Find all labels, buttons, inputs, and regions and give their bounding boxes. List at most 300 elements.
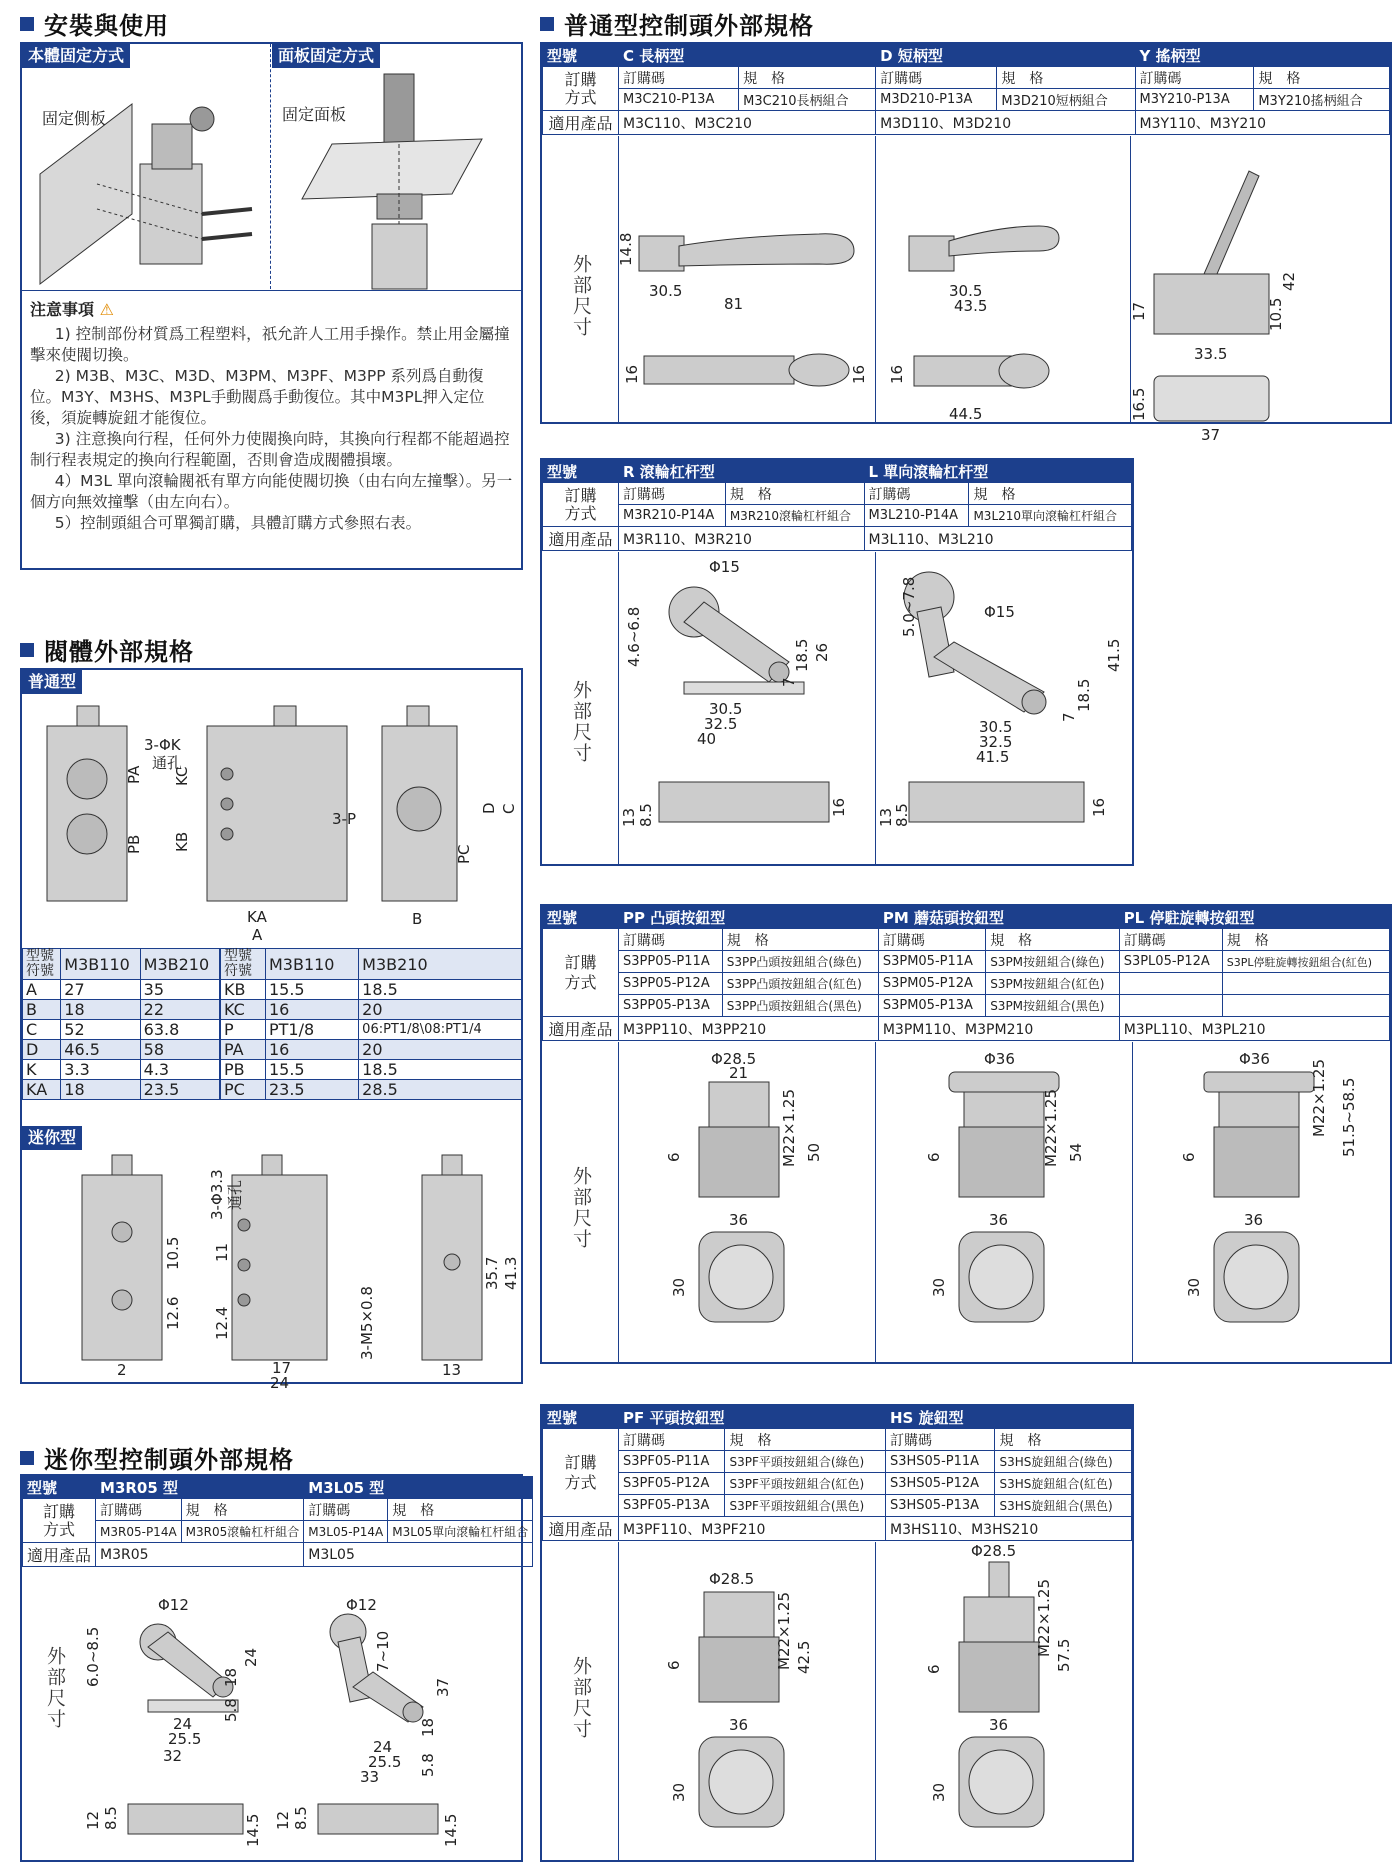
th-spec: 規 格 xyxy=(995,1429,1132,1451)
l-dim: 8.5 xyxy=(292,1806,310,1830)
order-method: 訂購 方式 xyxy=(543,1429,619,1517)
r-dim: 26 xyxy=(813,642,831,662)
roller-outer-label: 外部尺寸 xyxy=(570,680,592,764)
th-code: 訂購碼 xyxy=(885,1429,994,1451)
r-dim: 5.8 xyxy=(222,1698,240,1722)
normal-head-box xyxy=(540,42,1392,444)
th-r-name: M3R05 型 xyxy=(96,1477,304,1499)
th-spec: 規 格 xyxy=(722,929,878,951)
order-method: 訂購 方式 xyxy=(543,67,619,111)
d-dim: 30.5 xyxy=(949,282,983,300)
th-code: 訂購碼 xyxy=(1119,929,1222,951)
pp-dim: M22×1.25 xyxy=(780,1089,798,1167)
label-pa: PA xyxy=(125,765,143,784)
notes-title: 注意事項 ⚠ xyxy=(30,300,114,319)
r-dim: 8.5 xyxy=(637,803,655,827)
pl-dim: Φ36 xyxy=(1239,1050,1270,1068)
pm-dim: 54 xyxy=(1067,1142,1085,1162)
pm-code: S3PM05-P13A xyxy=(878,995,985,1017)
push-head-box xyxy=(540,904,1392,1364)
pm-dim: 36 xyxy=(989,1211,1009,1229)
cell: 27 xyxy=(61,980,140,1000)
note-5: 5）控制頭組合可單獨訂購，具體訂購方式參照右表。 xyxy=(54,514,422,532)
pm-dim: Φ36 xyxy=(984,1050,1015,1068)
mini-type-tag: 迷你型 xyxy=(22,1126,82,1150)
mini-d11: 11 xyxy=(213,1242,231,1262)
label-hole: 3-ΦK xyxy=(144,736,181,754)
l-dim: 18 xyxy=(419,1717,437,1737)
th-code: 訂購碼 xyxy=(864,483,969,505)
y-dim: 16.5 xyxy=(1130,387,1148,421)
cell: 18 xyxy=(61,1080,140,1100)
y-dim: 17 xyxy=(1130,301,1148,321)
warning-icon: ⚠ xyxy=(99,300,114,319)
hs-dim: Φ28.5 xyxy=(971,1542,1017,1560)
hs-prod: M3HS110、M3HS210 xyxy=(885,1517,1131,1541)
cell: PA xyxy=(221,1040,266,1060)
c-spec: M3C210長柄組合 xyxy=(739,89,876,111)
pm-spec: S3PM按鈕組合(黑色) xyxy=(986,995,1120,1017)
th-product: 適用產品 xyxy=(543,1017,619,1041)
normal-outer-label: 外部尺寸 xyxy=(570,254,592,338)
cell: KB xyxy=(221,980,266,1000)
pp-spec: S3PP凸頭按鈕組合(紅色) xyxy=(722,973,878,995)
l-dim: 41.5 xyxy=(1105,638,1123,672)
l-dim: 7~10 xyxy=(374,1630,392,1672)
pp-dim: 50 xyxy=(805,1142,823,1162)
th-code: 訂購碼 xyxy=(304,1499,388,1521)
d-code: M3D210-P13A xyxy=(876,89,997,111)
cell: 20 xyxy=(359,1000,522,1020)
panel-mount-tag: 面板固定方式 xyxy=(272,44,380,68)
th-pp-name: PP 凸頭按鈕型 xyxy=(619,907,879,929)
pp-spec: S3PP凸頭按鈕組合(黑色) xyxy=(722,995,878,1017)
mini-head-box xyxy=(20,1474,529,1862)
l-dim: 5.0~7.8 xyxy=(900,576,918,637)
c-code: M3C210-P13A xyxy=(619,89,739,111)
r-dim: 16 xyxy=(830,797,848,817)
pl-code: S3PL05-P12A xyxy=(1119,951,1222,973)
label-kc: KC xyxy=(173,766,191,786)
fixed-panel-label: 固定面板 xyxy=(282,105,347,124)
cell: 18 xyxy=(61,1000,140,1020)
pm-prod: M3PM110、M3PM210 xyxy=(878,1017,1119,1041)
pl-dim: 30 xyxy=(1185,1277,1203,1297)
normal-body-drawing xyxy=(22,694,522,954)
pp-code: S3PP05-P13A xyxy=(619,995,723,1017)
valve-body-title: 閥體外部規格 xyxy=(20,632,194,667)
th-model-code-2: 型號 符號 xyxy=(221,949,266,980)
hs-code: S3HS05-P12A xyxy=(885,1473,994,1495)
c-prod: M3C110、M3C210 xyxy=(619,111,876,135)
l-dim: 24 xyxy=(373,1738,393,1756)
mini-d17: 17 xyxy=(272,1359,292,1377)
th-model-code: 型號 符號 xyxy=(23,949,61,980)
hs-dim: 57.5 xyxy=(1055,1638,1073,1672)
th-l-name: L 單向滾輪杠杆型 xyxy=(864,461,1131,483)
label-pb: PB xyxy=(125,834,143,854)
th-product: 適用產品 xyxy=(23,1543,96,1567)
th-product: 適用產品 xyxy=(543,527,619,551)
order-method: 訂購 方式 xyxy=(543,483,619,527)
c-dim: 30.5 xyxy=(649,282,683,300)
cell: 63.8 xyxy=(140,1020,219,1040)
pm-code: S3PM05-P11A xyxy=(878,951,985,973)
l-code: M3L210-P14A xyxy=(864,505,969,527)
mini-m5: 3-M5×0.8 xyxy=(358,1286,376,1360)
th-model: 型號 xyxy=(23,1477,96,1499)
pf-spec: S3PF平頭按鈕組合(紅色) xyxy=(725,1473,886,1495)
r-dim: 14.5 xyxy=(244,1813,262,1847)
label-d: D xyxy=(480,802,498,814)
th-spec: 規 格 xyxy=(388,1499,533,1521)
l-dim: 37 xyxy=(434,1677,452,1697)
th-model: 型號 xyxy=(543,1407,619,1429)
y-dim: 10.5 xyxy=(1267,297,1285,331)
d-dim: 44.5 xyxy=(949,405,983,423)
note-3: 3) 注意換向行程，任何外力使閥換向時，其換向行程都不能超過控制行程表規定的換向行程範圍，否則會造成閥體損壞。 xyxy=(30,430,510,469)
mini-head-drawings xyxy=(84,1572,518,1862)
body-mount-tag: 本體固定方式 xyxy=(22,44,130,68)
th-product: 適用產品 xyxy=(543,1517,619,1541)
cell: KA xyxy=(23,1080,61,1100)
install-title: 安裝與使用 xyxy=(20,6,169,41)
r-dim: 24 xyxy=(242,1647,260,1667)
hs-code: S3HS05-P11A xyxy=(885,1451,994,1473)
hs-spec: S3HS旋鈕組合(黑色) xyxy=(995,1495,1132,1517)
r-dim: 13 xyxy=(620,807,638,827)
th-code: 訂購碼 xyxy=(619,1429,725,1451)
label-b: B xyxy=(412,910,423,928)
cell: KC xyxy=(221,1000,266,1020)
r-dim: 24 xyxy=(173,1715,193,1733)
th-model: 型號 xyxy=(543,907,619,929)
cell: A xyxy=(23,980,61,1000)
th-d-name: D 短柄型 xyxy=(876,45,1135,67)
cell: 58 xyxy=(140,1040,219,1060)
hs-dim: 36 xyxy=(989,1716,1009,1734)
flat-head-drawings xyxy=(619,1542,1134,1862)
pp-prod: M3PP110、M3PP210 xyxy=(619,1017,879,1041)
hs-spec: S3HS旋鈕組合(綠色) xyxy=(995,1451,1132,1473)
c-dim: 14.8 xyxy=(617,232,635,266)
pl-dim: M22×1.25 xyxy=(1310,1059,1328,1137)
l-dim-phi: Φ12 xyxy=(346,1596,377,1614)
cell: 18.5 xyxy=(359,980,522,1000)
l-dim: 30.5 xyxy=(979,718,1013,736)
l-dim: 16 xyxy=(1090,797,1108,817)
th-m3b210-2: M3B210 xyxy=(359,949,522,980)
cell: B xyxy=(23,1000,61,1020)
r-dim: 32.5 xyxy=(704,715,738,733)
r-dim-phi: Φ15 xyxy=(709,558,740,576)
pm-dim: 6 xyxy=(925,1152,943,1162)
d-prod: M3D110、M3D210 xyxy=(876,111,1135,135)
cell: PT1/8 xyxy=(265,1020,358,1040)
pm-spec: S3PM按鈕組合(綠色) xyxy=(986,951,1120,973)
cell: C xyxy=(23,1020,61,1040)
note-2: 2) M3B、M3C、M3D、M3PM、M3PF、M3PP 系列爲自動復位。M3Y、M3HS、M3PL手動閥爲手動復位。其中M3PL押入定位後，須旋轉旋鈕才能復位。 xyxy=(30,367,485,427)
pf-dim: Φ28.5 xyxy=(709,1570,755,1588)
roller-head-drawings xyxy=(619,552,1134,866)
l-dim-phi: Φ15 xyxy=(984,603,1015,621)
mini-d124: 12.4 xyxy=(213,1306,231,1340)
th-model: 型號 xyxy=(543,45,619,67)
pf-spec: S3PF平頭按鈕組合(綠色) xyxy=(725,1451,886,1473)
cell: 23.5 xyxy=(265,1080,358,1100)
l-dim: 32.5 xyxy=(979,733,1013,751)
pl-spec: S3PL停駐旋轉按鈕組合(紅色) xyxy=(1222,951,1389,973)
mini-d12: 12.6 xyxy=(164,1296,182,1330)
cell: 4.3 xyxy=(140,1060,219,1080)
normal-head-drawings xyxy=(617,136,1389,444)
th-pm-name: PM 蘑菇頭按鈕型 xyxy=(878,907,1119,929)
pm-spec: S3PM按鈕組合(紅色) xyxy=(986,973,1120,995)
pl-dim: 6 xyxy=(1180,1152,1198,1162)
r-dim: 30.5 xyxy=(709,700,743,718)
pl-dim: 36 xyxy=(1244,1211,1264,1229)
th-spec: 規 格 xyxy=(969,483,1132,505)
th-code: 訂購碼 xyxy=(876,67,997,89)
pf-dim: 6 xyxy=(665,1660,683,1670)
hs-dim: 30 xyxy=(930,1782,948,1802)
th-model: 型號 xyxy=(543,461,619,483)
l-dim: 5.8 xyxy=(419,1753,437,1777)
th-code: 訂購碼 xyxy=(619,929,723,951)
pm-code: S3PM05-P12A xyxy=(878,973,985,995)
order-method: 訂購 方式 xyxy=(543,929,619,1017)
note-1: 1) 控制部份材質爲工程塑料，祇允許人工用手操作。禁止用金屬撞擊來使閥切換。 xyxy=(30,325,510,364)
cell: 35 xyxy=(140,980,219,1000)
pf-dim: 42.5 xyxy=(795,1640,813,1674)
pl-dim: 51.5~58.5 xyxy=(1340,1077,1358,1157)
label-port: 3-P xyxy=(332,810,357,828)
panel-mount-drawing xyxy=(272,44,522,289)
note-4: 4）M3L 單向滾輪閥祇有單方向能使閥切換（由右向左撞擊）。另一個方向無效撞擊（由左向右）。 xyxy=(30,472,513,511)
flat-head-box xyxy=(540,1404,1134,1862)
mini-d413: 41.3 xyxy=(502,1256,520,1290)
th-spec: 規 格 xyxy=(1222,929,1389,951)
l-dim: 13 xyxy=(877,807,895,827)
pp-dim: 21 xyxy=(729,1064,749,1082)
l-dim: 41.5 xyxy=(976,748,1010,766)
mini-d24: 24 xyxy=(270,1374,290,1392)
y-prod: M3Y110、M3Y210 xyxy=(1135,111,1389,135)
r-dim: 18.5 xyxy=(793,638,811,672)
cell: D xyxy=(23,1040,61,1060)
side-plate-label: 固定側板 xyxy=(42,109,107,128)
th-r-name: R 滾輪杠杆型 xyxy=(619,461,865,483)
th-code: 訂購碼 xyxy=(1135,67,1254,89)
l-dim: 25.5 xyxy=(368,1753,402,1771)
mini-d2: 2 xyxy=(117,1361,127,1379)
pf-dim: 30 xyxy=(670,1782,688,1802)
cell: 06:PT1/8\08:PT1/4 xyxy=(359,1020,522,1040)
th-hs-name: HS 旋鈕型 xyxy=(885,1407,1131,1429)
th-spec: 規 格 xyxy=(986,929,1120,951)
l-dim: 33 xyxy=(360,1768,380,1786)
l-prod: M3L05 xyxy=(304,1543,533,1567)
label-ka: KA xyxy=(247,908,267,926)
cell: 16 xyxy=(265,1000,358,1020)
label-a: A xyxy=(252,926,263,944)
hs-dim: M22×1.25 xyxy=(1035,1579,1053,1657)
pp-dim: 36 xyxy=(729,1211,749,1229)
th-spec: 規 格 xyxy=(739,67,876,89)
install-box xyxy=(20,42,523,570)
th-product: 適用產品 xyxy=(543,111,619,135)
mini-head-title: 迷你型控制頭外部規格 xyxy=(20,1440,294,1475)
r-dim: 7 xyxy=(780,677,798,687)
th-spec: 規 格 xyxy=(725,1429,886,1451)
r-code: M3R05-P14A xyxy=(96,1521,182,1543)
r-dim: 4.6~6.8 xyxy=(625,606,643,667)
label-through: 通孔 xyxy=(152,754,183,772)
cell: 20 xyxy=(359,1040,522,1060)
l-spec: M3L210單向滾輪杠杆組合 xyxy=(969,505,1132,527)
l-dim: 18.5 xyxy=(1075,678,1093,712)
th-code: 訂購碼 xyxy=(619,67,739,89)
r-dim: 6.0~8.5 xyxy=(84,1626,102,1687)
pp-code: S3PP05-P12A xyxy=(619,973,723,995)
r-dim: 40 xyxy=(697,730,717,748)
hs-spec: S3HS旋鈕組合(紅色) xyxy=(995,1473,1132,1495)
r-dim: 12 xyxy=(84,1810,102,1830)
y-dim: 42 xyxy=(1280,271,1298,291)
cell: 18.5 xyxy=(359,1060,522,1080)
r-dim: 32 xyxy=(163,1747,183,1765)
cell: 15.5 xyxy=(265,980,358,1000)
panel-mount-panel xyxy=(272,44,522,289)
cell: PC xyxy=(221,1080,266,1100)
mini-hole: 3-Φ3.3 xyxy=(208,1169,226,1220)
l-code: M3L05-P14A xyxy=(304,1521,388,1543)
cell: 23.5 xyxy=(140,1080,219,1100)
th-l-name: M3L05 型 xyxy=(304,1477,533,1499)
push-outer-label: 外部尺寸 xyxy=(570,1166,592,1250)
d-spec: M3D210短柄組合 xyxy=(997,89,1135,111)
r-prod: M3R05 xyxy=(96,1543,304,1567)
y-dim: 37 xyxy=(1201,426,1221,444)
mini-through: 通孔 xyxy=(226,1179,244,1210)
normal-head-title: 普通型控制頭外部規格 xyxy=(540,6,814,41)
pm-dim: 30 xyxy=(930,1277,948,1297)
l-dim: 8.5 xyxy=(893,803,911,827)
pf-spec: S3PF平頭按鈕組合(黑色) xyxy=(725,1495,886,1517)
hs-dim: 6 xyxy=(925,1664,943,1674)
label-pc: PC xyxy=(455,844,473,864)
label-c: C xyxy=(500,803,518,814)
pf-code: S3PF05-P13A xyxy=(619,1495,725,1517)
pf-dim: M22×1.25 xyxy=(775,1592,793,1670)
pf-code: S3PF05-P12A xyxy=(619,1473,725,1495)
roller-head-box xyxy=(540,458,1134,866)
mini-d13: 13 xyxy=(442,1361,462,1379)
r-dim: 18 xyxy=(222,1667,240,1687)
r-dim: 25.5 xyxy=(168,1730,202,1748)
c-dim: 16 xyxy=(623,364,641,384)
body-mount-drawing xyxy=(22,44,271,289)
y-spec: M3Y210搖柄組合 xyxy=(1254,89,1390,111)
cell: 52 xyxy=(61,1020,140,1040)
pp-dim: Φ28.5 xyxy=(711,1050,757,1068)
pf-code: S3PF05-P11A xyxy=(619,1451,725,1473)
r-dim-phi: Φ12 xyxy=(158,1596,189,1614)
th-pf-name: PF 平頭按鈕型 xyxy=(619,1407,886,1429)
pf-dim: 36 xyxy=(729,1716,749,1734)
th-m3b110: M3B110 xyxy=(61,949,140,980)
pp-spec: S3PP凸頭按鈕組合(綠色) xyxy=(722,951,878,973)
pp-code: S3PP05-P11A xyxy=(619,951,723,973)
pp-dim: 30 xyxy=(670,1277,688,1297)
th-spec: 規 格 xyxy=(1254,67,1390,89)
cell: K xyxy=(23,1060,61,1080)
pm-dim: M22×1.25 xyxy=(1042,1089,1060,1167)
cell: 3.3 xyxy=(61,1060,140,1080)
mini-body-drawing xyxy=(22,1150,522,1392)
cell: 28.5 xyxy=(359,1080,522,1100)
pp-dim: 6 xyxy=(665,1152,683,1162)
th-spec: 規 格 xyxy=(997,67,1135,89)
th-y-name: Y 搖柄型 xyxy=(1135,45,1389,67)
l-spec: M3L05單向滾輪杠杆組合 xyxy=(388,1521,533,1543)
cell: 22 xyxy=(140,1000,219,1020)
cell: P xyxy=(221,1020,266,1040)
y-code: M3Y210-P13A xyxy=(1135,89,1254,111)
th-m3b210: M3B210 xyxy=(140,949,219,980)
r-spec: M3R05滾輪杠杆組合 xyxy=(181,1521,304,1543)
valve-body-box xyxy=(20,668,523,1392)
r-spec: M3R210滾輪杠杆組合 xyxy=(725,505,864,527)
l-dim: 12 xyxy=(274,1810,292,1830)
l-dim: 7 xyxy=(1060,712,1078,722)
th-pl-name: PL 停駐旋轉按鈕型 xyxy=(1119,907,1389,929)
order-method: 訂購 方式 xyxy=(23,1499,96,1543)
l-prod: M3L110、M3L210 xyxy=(864,527,1131,551)
r-prod: M3R110、M3R210 xyxy=(619,527,865,551)
flat-outer-label: 外部尺寸 xyxy=(570,1656,592,1740)
th-code: 訂購碼 xyxy=(96,1499,182,1521)
mini-outer-label: 外部尺寸 xyxy=(44,1646,66,1730)
cell: 15.5 xyxy=(265,1060,358,1080)
pl-prod: M3PL110、M3PL210 xyxy=(1119,1017,1389,1041)
mini-d357: 35.7 xyxy=(483,1256,501,1290)
r-code: M3R210-P14A xyxy=(619,505,726,527)
label-kb: KB xyxy=(173,831,191,852)
c-dim: 81 xyxy=(724,295,744,313)
d-dim: 16 xyxy=(888,364,906,384)
th-c-name: C 長柄型 xyxy=(619,45,876,67)
cell: 46.5 xyxy=(61,1040,140,1060)
d-dim: 43.5 xyxy=(954,297,988,315)
cell: 16 xyxy=(265,1040,358,1060)
y-dim: 33.5 xyxy=(1194,345,1228,363)
pf-prod: M3PF110、M3PF210 xyxy=(619,1517,886,1541)
c-dim: 16 xyxy=(850,364,868,384)
body-mount-panel xyxy=(22,44,271,289)
th-spec: 規 格 xyxy=(181,1499,304,1521)
cell: PB xyxy=(221,1060,266,1080)
mini-d10: 10.5 xyxy=(164,1236,182,1270)
hs-code: S3HS05-P13A xyxy=(885,1495,994,1517)
l-dim: 14.5 xyxy=(442,1813,460,1847)
push-head-drawings xyxy=(619,1042,1389,1362)
normal-type-tag: 普通型 xyxy=(22,670,82,694)
th-code: 訂購碼 xyxy=(878,929,985,951)
r-dim: 8.5 xyxy=(102,1806,120,1830)
notes-panel xyxy=(22,290,522,570)
th-spec: 規 格 xyxy=(725,483,864,505)
